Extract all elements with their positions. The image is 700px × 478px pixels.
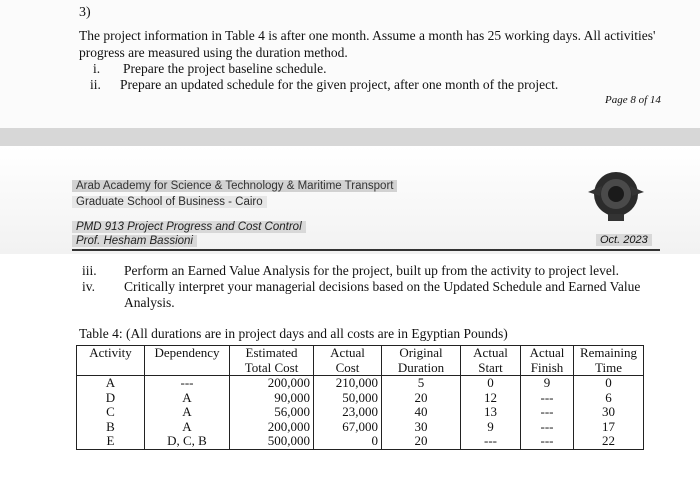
question-paragraph: The project information in Table 4 is after one month. Assume a month has 25 working days. All activities' progress are measured using the duration method.: [79, 28, 656, 60]
table-caption: Table 4: (All durations are in project days and all costs are in Egyptian Pounds): [79, 326, 508, 341]
table-cell: 12: [461, 391, 521, 406]
table-cell: 6: [574, 391, 644, 406]
table-header-row: [77, 346, 644, 376]
header-institution: Arab Academy for Science & Technology & Maritime Transport: [72, 180, 397, 192]
table-row: [77, 405, 644, 420]
header-course: PMD 913 Project Progress and Cost Control: [72, 221, 306, 233]
table-row: [77, 420, 644, 435]
table-cell: 9: [521, 376, 574, 391]
table-row: [77, 376, 644, 391]
table-cell: ---: [521, 420, 574, 435]
table-cell: D: [77, 391, 145, 406]
list-item-number: iv.: [82, 279, 95, 294]
table-cell: E: [77, 434, 145, 449]
table-row: [77, 391, 644, 406]
table-cell: C: [77, 405, 145, 420]
list-item-text: Perform an Earned Value Analysis for the project, built up from the activity to project level.: [124, 263, 619, 278]
table-cell: 5: [382, 376, 461, 391]
table-cell: ---: [521, 405, 574, 420]
table-cell: 17: [574, 420, 644, 435]
column-header: Activity: [77, 346, 145, 376]
header-school: Graduate School of Business - Cairo: [72, 196, 267, 208]
list-item-number: iii.: [82, 263, 97, 278]
lower-page: [0, 146, 700, 478]
table-cell: 40: [382, 405, 461, 420]
header-divider: [72, 249, 660, 251]
column-header: Actual Start: [461, 346, 521, 376]
header-date: Oct. 2023: [596, 234, 652, 246]
table-cell: ---: [521, 391, 574, 406]
table-row: [77, 434, 644, 449]
page-number: Page 8 of 14: [605, 94, 661, 106]
table-cell: 500,000: [230, 434, 314, 449]
table-cell: 20: [382, 391, 461, 406]
table-cell: 200,000: [230, 420, 314, 435]
upper-page: [0, 0, 700, 128]
list-item-text: Prepare the project baseline schedule.: [123, 61, 327, 76]
column-header: Remaining Time: [574, 346, 644, 376]
table-cell: ---: [461, 434, 521, 449]
column-header: Actual Finish: [521, 346, 574, 376]
table-cell: 0: [461, 376, 521, 391]
project-table: [76, 345, 644, 450]
table-cell: A: [145, 391, 230, 406]
page-gap: [0, 128, 700, 146]
table-cell: 22: [574, 434, 644, 449]
table-cell: B: [77, 420, 145, 435]
academy-seal-icon: [586, 166, 646, 224]
table-cell: A: [145, 405, 230, 420]
table-cell: 9: [461, 420, 521, 435]
table-cell: 23,000: [314, 405, 382, 420]
list-item-number: ii.: [90, 77, 101, 92]
list-item-text: Prepare an updated schedule for the given project, after one month of the project.: [120, 77, 559, 92]
column-header: Dependency: [145, 346, 230, 376]
table-cell: 30: [574, 405, 644, 420]
list-item-text: Critically interpret your managerial decisions based on the Updated Schedule and Earned Value Analysis.: [124, 279, 641, 310]
list-item-number: i.: [93, 61, 101, 76]
table-cell: 0: [574, 376, 644, 391]
table-cell: 200,000: [230, 376, 314, 391]
table-cell: ---: [521, 434, 574, 449]
table-cell: 20: [382, 434, 461, 449]
table-cell: ---: [145, 376, 230, 391]
table-cell: 0: [314, 434, 382, 449]
column-header: Original Duration: [382, 346, 461, 376]
header-professor: Prof. Hesham Bassioni: [72, 235, 197, 247]
column-header: Actual Cost: [314, 346, 382, 376]
table-cell: 13: [461, 405, 521, 420]
table-cell: 67,000: [314, 420, 382, 435]
column-header: Estimated Total Cost: [230, 346, 314, 376]
table-cell: 56,000: [230, 405, 314, 420]
table-cell: 210,000: [314, 376, 382, 391]
table-cell: A: [77, 376, 145, 391]
table-cell: A: [145, 420, 230, 435]
table-cell: D, C, B: [145, 434, 230, 449]
table-cell: 90,000: [230, 391, 314, 406]
table-cell: 50,000: [314, 391, 382, 406]
question-number: 3): [79, 5, 91, 20]
table-cell: 30: [382, 420, 461, 435]
